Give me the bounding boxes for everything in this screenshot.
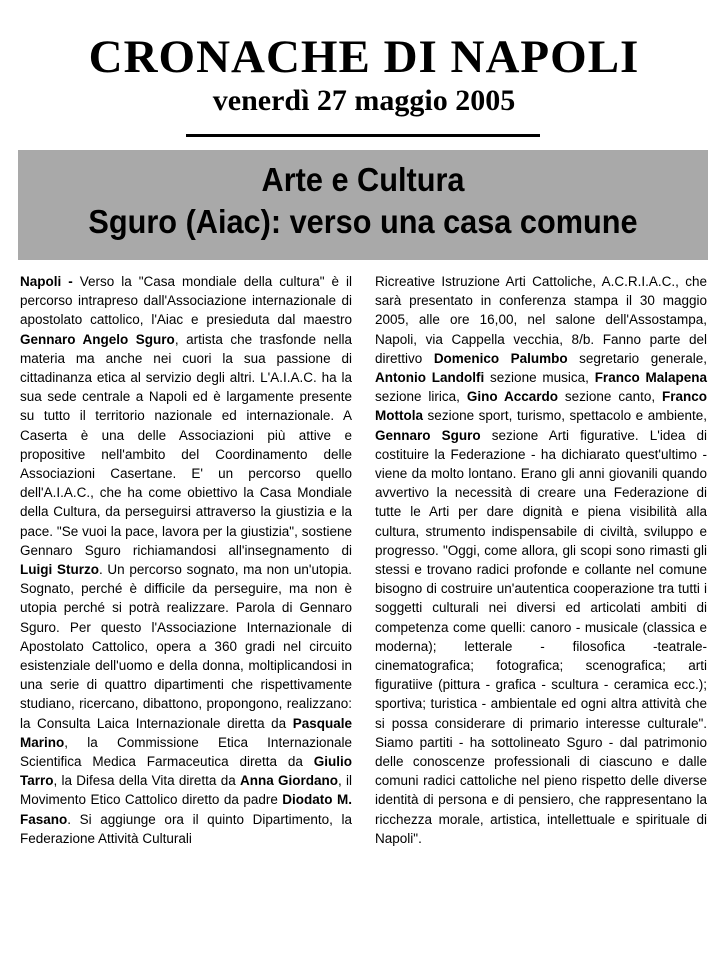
article-text-run: segretario generale,	[567, 350, 707, 366]
article-text-run: , artista che trasfonde nella materia ma anche nei cuori la sua passione di cittadinanza etica al servizio degli altri. L'A.I.A.C. ha la sua sede centrale a Napoli ed è largamente presente su tutto il territorio nazionale ed internazionale. A Caserta è una delle Associazioni più attive e propositive nell'ambito del Coordinamento delle Associazioni Casertane. E' un percorso quello dell'A.I.A.C., che ha come obiettivo la Casa Mondiale della Cultura, da perseguirsi attraverso la giustizia e la pace. "Se vuoi la pace, lavora per la giustizia", sostiene Gennaro Sguro richiamandosi all'insegnamento di	[20, 331, 352, 558]
article-bold-name: Diodato M. Fasano	[20, 792, 352, 827]
article-text-run: sezione lirica,	[375, 389, 467, 405]
article-bold-name: Franco Mottola	[375, 389, 708, 424]
article-bold-name: Domenico Palumbo	[433, 350, 568, 366]
date-underline-rule	[186, 134, 540, 137]
article-text-run: , la Commissione Etica Internazionale Scientifica Medica Farmaceutica diretta da	[20, 734, 352, 770]
article-bold-name: Franco Malapena	[594, 370, 708, 386]
article-column-left	[20, 272, 352, 848]
article-bold-name: Giulio Tarro	[20, 754, 352, 789]
article-headline: Sguro (Aiac): verso una casa comune	[88, 203, 638, 240]
article-bold-name: Antonio Landolfi	[375, 370, 485, 386]
article-bold-name: Napoli -	[20, 274, 73, 289]
article-text-run: Ricreative Istruzione Arti Cattoliche, A.C.R.I.A.C., che sarà presentato in conferenza stampa il 30 maggio 2005, alle ore 16,00, nel salone dell'Assostampa, Napoli, via Cappella vecchia, 8/b. Fanno parte del direttivo	[375, 274, 707, 366]
newspaper-name: CRONACHE DI NAPOLI	[88, 31, 640, 83]
article-text-run: sezione sport, turismo, spettacolo e ambiente,	[423, 408, 707, 424]
article-text-run: , la Difesa della Vita diretta da	[53, 773, 240, 789]
article-bold-name: Anna Giordano	[239, 773, 338, 789]
article-bold-name: Luigi Sturzo	[20, 562, 99, 578]
article-text-run: sezione canto,	[558, 389, 662, 405]
headline-banner	[18, 150, 708, 260]
article-bold-name: Pasquale Marino	[20, 715, 352, 750]
article-text-run: . Si aggiunge ora il quinto Dipartimento, la Federazione Attività Culturali	[20, 811, 352, 846]
publication-date: venerdì 27 maggio 2005	[212, 84, 516, 117]
article-bold-name: Gennaro Angelo Sguro	[20, 331, 175, 347]
article-text-run: . Un percorso sognato, ma non un'utopia. Sognato, perché è difficile da perseguire, ma non è utopia perché si potrà realizzare. Parola di Gennaro Sguro. Per questo l'Associazione Internazionale di Apostolato Cattolico, opera a 360 gradi nel circuito esistenziale dell'uomo e della donna, moltiplicandosi in una serie di quattro dipartimenti che rispettivamente studiano, ricercano, dibattono, propongono, realizzano: la Consulta Laica Internazionale diretta da	[20, 562, 352, 731]
section-title: Arte e Cultura	[261, 161, 465, 198]
article-bold-name: Gino Accardo	[466, 389, 558, 405]
article-text-run: sezione Arti figurative. L'idea di costituire la Federazione - ha dichiarato quest'ultimo - viene da molto lontano. Erano gli anni giovanili quando avvertivo la necessità di creare una Federazione di tutte le Arti per dare dignità e piena visibilità alla cultura, strumento indispensabile di civiltà, sviluppo e progresso. "Oggi, come allora, gli scopi sono rimasti gli stessi e trovano radici profonde e collante nel comune bisogno di costruire un'autentica cooperazione tra tutti i soggetti culturali nei diversi ed articolati ambiti di competenza come quelli: canoro - musicale (classica e moderna); letterale - filosofica -teatrale- cinematografica; fotografica; scenografica; arti figuratiive (pittura - grafica - scultura - ceramica ecc.); sportiva; turistica - ambientale ed ogni altra attività che si possa considerare di primario interesse culturale". Siamo partiti - ha sottolineato Sguro - dal patrimonio delle conoscenze professionali di ciascuno e dalle comuni radici cattoliche nel pieno rispetto delle diverse identità di persona e di pensiero, che rappresentano la ricchezza morale, artistica, intellettuale e spirituale di Napoli".	[375, 427, 707, 846]
article-text-run: , il Movimento Etico Cattolico diretto da padre	[20, 773, 353, 808]
masthead	[0, 30, 728, 118]
article-bold-name: Gennaro Sguro	[375, 427, 481, 443]
article-column-right	[375, 272, 707, 848]
article-text-run: Verso la "Casa mondiale della cultura" è il percorso intrapreso dall'Associazione internazionale di apostolato cattolico, l'Aiac e presieduta dal maestro	[20, 274, 353, 328]
article-text-run: sezione musica,	[484, 370, 595, 386]
